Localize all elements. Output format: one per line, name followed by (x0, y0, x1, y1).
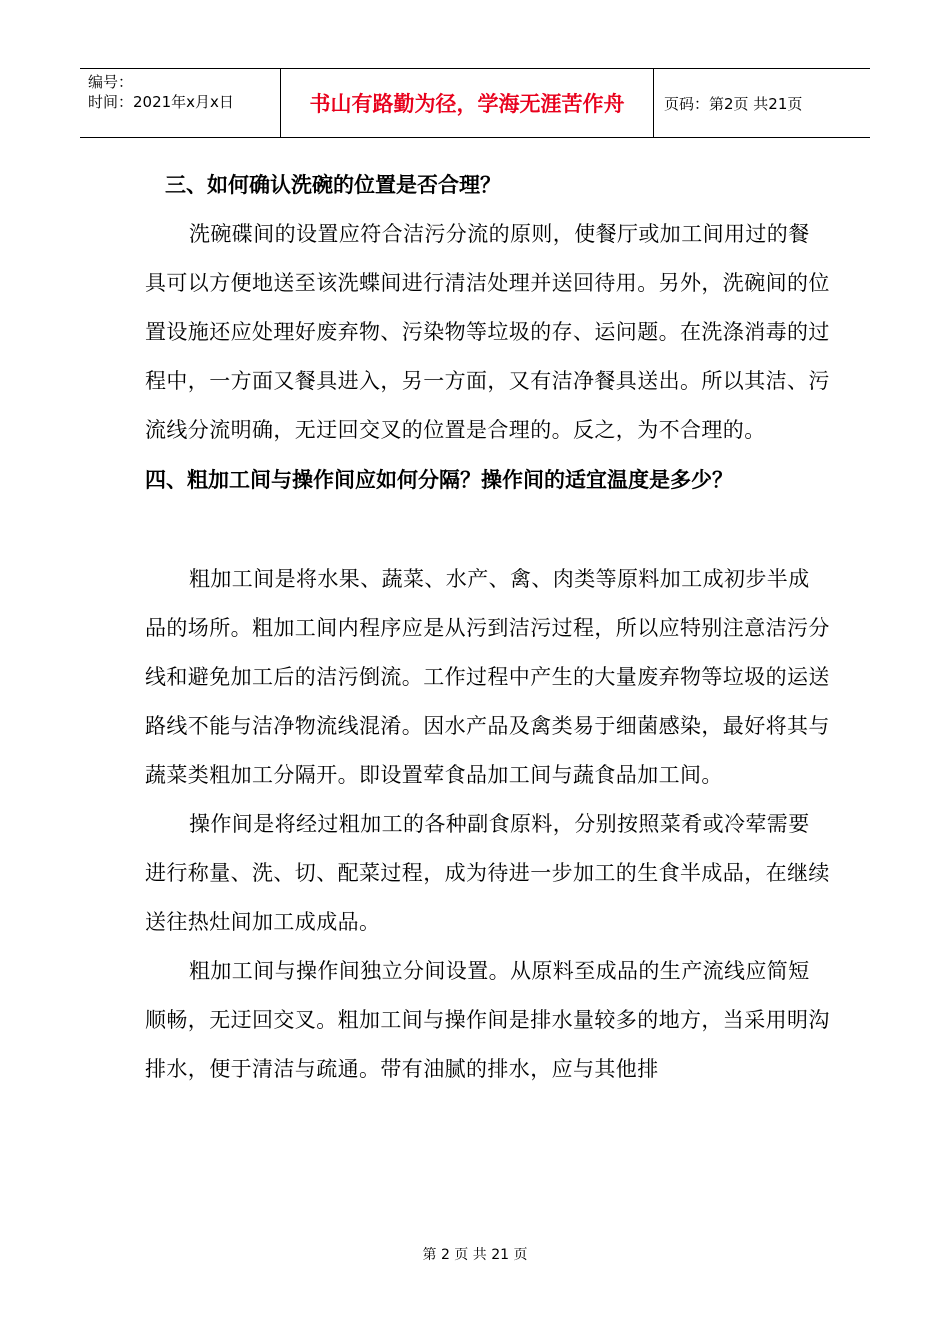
section-3-paragraph-1: 洗碗碟间的设置应符合洁污分流的原则，使餐厅或加工间用过的餐具可以方便地送至该洗蝶间进行清洁处理并送回待用。另外，洗碗间的位置设施还应处理好废弃物、污染物等垃圾的存、运问题。在洗涤消毒的过程中，一方面又餐具进入，另一方面，又有洁净餐具送出。所以其洁、污流线分流明确，无迂回交叉的位置是合理的。反之，为不合理的。 (145, 222, 830, 442)
document-body (145, 160, 830, 1094)
number-label: 编号： (88, 73, 134, 91)
page-header (80, 68, 870, 138)
header-page-info: 页码：第2页 共21页 (664, 94, 803, 113)
header-motto: 书山有路勤为径，学海无涯苦作舟 (281, 69, 654, 137)
section-4-paragraph-3: 粗加工间与操作间独立分间设置。从原料至成品的生产流线应简短顺畅，无迂回交叉。粗加工间与操作间是排水量较多的地方，当采用明沟排水，便于清洁与疏通。带有油腻的排水，应与其他排 (145, 959, 830, 1081)
section-3-title: 三、如何确认洗碗的位置是否合理？ (165, 172, 501, 197)
header-meta-cell (80, 69, 281, 137)
time-label: 时间：2021年x月x日 (88, 93, 234, 111)
section-4-paragraph-1: 粗加工间是将水果、蔬菜、水产、禽、肉类等原料加工成初步半成品的场所。粗加工间内程序应是从污到洁污过程，所以应特别注意洁污分线和避免加工后的洁污倒流。工作过程中产生的大量废弃物等垃圾的运送路线不能与洁净物流线混淆。因水产品及禽类易于细菌感染，最好将其与蔬菜类粗加工分隔开。即设置荤食品加工间与蔬食品加工间。 (145, 567, 830, 787)
page-footer: 第 2 页 共 21 页 (422, 1247, 528, 1263)
section-4-title: 四、粗加工间与操作间应如何分隔？操作间的适宜温度是多少？ (145, 467, 733, 492)
section-4-paragraph-2: 操作间是将经过粗加工的各种副食原料，分别按照菜肴或冷荤需要进行称量、洗、切、配菜过程，成为待进一步加工的生食半成品，在继续送往热灶间加工成成品。 (145, 812, 830, 934)
blank-line (145, 505, 830, 555)
